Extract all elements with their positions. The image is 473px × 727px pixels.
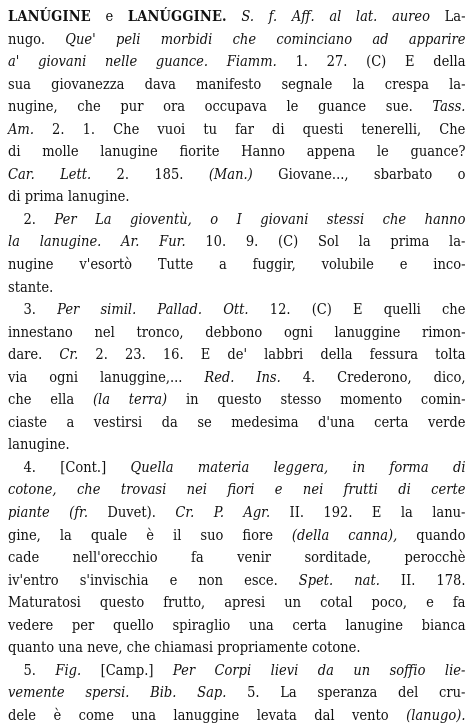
word: Fur. — [159, 232, 186, 251]
word: lanuggine — [173, 705, 240, 724]
word: sorditade, — [304, 548, 372, 567]
word: esce. — [244, 570, 278, 589]
word: che — [441, 300, 466, 319]
word: la — [352, 74, 365, 93]
word: 178. — [436, 570, 466, 589]
text-line — [8, 163, 466, 186]
word: tenerelli, — [361, 119, 422, 138]
word: volubile — [321, 255, 374, 274]
word: le — [286, 97, 299, 116]
word: lanugine — [345, 615, 403, 634]
word: E — [353, 300, 363, 319]
word: suo — [200, 525, 224, 544]
text-line — [8, 298, 466, 321]
word: I — [236, 209, 242, 228]
word: Ar. — [121, 232, 140, 251]
word: spiraglio — [172, 615, 231, 634]
word: cade — [8, 548, 40, 567]
word: molle — [42, 142, 79, 161]
word: cotal — [320, 593, 353, 612]
word: nei — [302, 480, 324, 499]
word: di — [8, 142, 21, 161]
word: La — [280, 683, 297, 702]
word: della — [320, 345, 353, 364]
word: non — [198, 570, 224, 589]
word: leggera, — [273, 457, 329, 476]
word: è — [53, 705, 62, 724]
word: Red. — [204, 367, 235, 386]
text-line — [8, 276, 466, 299]
word: terra) — [128, 390, 168, 409]
word: la — [59, 525, 72, 544]
word: 4. — [302, 367, 316, 386]
word: Tutte — [157, 255, 194, 274]
word: apresi — [224, 593, 266, 612]
text-line — [8, 456, 466, 479]
word: de' — [227, 345, 248, 364]
text-line — [8, 73, 466, 96]
word: Maturatosi — [8, 593, 81, 612]
word: e — [426, 593, 434, 612]
word: Am. — [8, 119, 34, 138]
word: dava — [144, 74, 176, 93]
word: per — [71, 615, 95, 634]
word: neve, — [87, 638, 123, 657]
word: 9. — [245, 232, 259, 251]
word: da — [317, 660, 334, 679]
word: una — [58, 638, 83, 657]
word: fiori — [227, 480, 255, 499]
word: cotone, — [8, 480, 57, 499]
word: Lett. — [60, 164, 92, 183]
word: trovasi — [120, 480, 167, 499]
word: vuoi — [157, 119, 186, 138]
word: quando — [416, 525, 466, 544]
text-line — [8, 321, 466, 344]
word: fuggir, — [252, 255, 296, 274]
word: guance — [318, 97, 367, 116]
word: guance. — [155, 52, 209, 71]
text-line — [8, 230, 466, 253]
word: frutti — [343, 480, 378, 499]
word: lanugine. — [8, 435, 70, 454]
word: dico, — [433, 367, 466, 386]
word: 27. — [326, 52, 348, 71]
word: in — [185, 390, 199, 409]
word: Giovane..., — [278, 164, 349, 183]
word: venir — [237, 548, 272, 567]
word: f. — [268, 7, 278, 25]
word: di — [272, 119, 285, 138]
text-line — [8, 659, 466, 682]
word: è — [146, 525, 155, 544]
word: Que' — [65, 29, 96, 48]
word: hanno — [424, 209, 466, 228]
text-line — [8, 28, 466, 51]
word: nelle — [104, 52, 138, 71]
text-line — [8, 140, 466, 163]
text-line — [8, 5, 466, 28]
word: E — [200, 345, 211, 364]
word: del — [398, 683, 419, 702]
word: a' — [8, 52, 20, 71]
word: bianca — [421, 615, 466, 634]
word: e — [169, 570, 178, 589]
word: o — [210, 209, 219, 228]
word: 3. — [23, 300, 36, 319]
text-line — [8, 411, 466, 434]
word: Crederono, — [337, 367, 412, 386]
word: Hanno — [241, 142, 286, 161]
word: ora — [163, 97, 185, 116]
word: s'invischia — [79, 570, 149, 589]
word: lanugine. — [39, 232, 102, 251]
word: pur — [120, 97, 144, 116]
word: chiamasi — [154, 638, 214, 657]
word: 2. — [23, 209, 36, 228]
word: sue. — [385, 97, 413, 116]
word: e — [399, 255, 408, 274]
headword: LANÚGINE — [8, 7, 91, 25]
word: quanto — [8, 638, 55, 657]
word: (C) — [311, 300, 332, 319]
word: da — [161, 412, 178, 431]
word: inco- — [433, 255, 466, 274]
word: momento — [340, 390, 403, 409]
word: morbidi — [160, 29, 213, 48]
word: certa — [292, 615, 327, 634]
word: d'una — [318, 412, 355, 431]
word: stessi — [326, 209, 365, 228]
text-line — [8, 253, 466, 276]
word: gine, — [8, 525, 41, 544]
text-line — [8, 614, 466, 637]
word: fa — [452, 593, 466, 612]
word: 4. — [23, 457, 36, 476]
text-line — [8, 501, 466, 524]
word: una — [131, 705, 156, 724]
word: comin- — [420, 390, 466, 409]
word: lievi — [270, 660, 299, 679]
word: questo — [99, 593, 145, 612]
text-line — [8, 366, 466, 389]
word: quelli — [383, 300, 421, 319]
word: Agr. — [243, 503, 271, 522]
word: verde — [427, 412, 466, 431]
word: speranza — [317, 683, 378, 702]
word: la — [400, 503, 413, 522]
word: cominciano — [276, 29, 353, 48]
word: frutto, — [163, 593, 206, 612]
word: segnale — [281, 74, 333, 93]
word: dare. — [8, 345, 43, 364]
word: crespa — [384, 74, 429, 93]
word: 2. — [116, 164, 130, 183]
word: al — [329, 7, 342, 25]
text-line — [8, 524, 466, 547]
word: 5. — [23, 660, 36, 679]
word: innestano — [8, 322, 73, 341]
word: (lanugo). — [406, 705, 466, 724]
text-line — [8, 95, 466, 118]
word: se — [197, 412, 212, 431]
text-line — [8, 546, 466, 569]
word: (Man.) — [208, 164, 253, 183]
word: far — [235, 119, 254, 138]
word: II. — [400, 570, 416, 589]
word: cru- — [439, 683, 466, 702]
word: lanu- — [432, 503, 466, 522]
word: 1. — [82, 119, 96, 138]
word: che — [77, 97, 101, 116]
word: canna), — [348, 525, 398, 544]
word: levata — [256, 705, 297, 724]
word: lanugine — [100, 142, 158, 161]
word: medesima — [231, 412, 299, 431]
text-line — [8, 636, 466, 659]
word: tronco, — [136, 322, 184, 341]
word: o — [457, 164, 466, 183]
text-line — [8, 388, 466, 411]
text-line — [8, 681, 466, 704]
word: lanuggine — [334, 322, 401, 341]
word: E — [371, 503, 382, 522]
text-line — [8, 185, 466, 208]
word: (C) — [278, 232, 299, 251]
word: vestirsi — [93, 412, 143, 431]
word: (fr. — [69, 503, 89, 522]
word: nel — [94, 322, 115, 341]
word: labbri — [264, 345, 304, 364]
word: nell'orecchio — [72, 548, 158, 567]
word: la- — [449, 232, 466, 251]
word: lanuggine,... — [100, 367, 183, 386]
word: manifesto — [196, 74, 262, 93]
word: occupava — [204, 97, 267, 116]
word: e — [105, 7, 114, 25]
word: 16. — [162, 345, 184, 364]
word: materia — [197, 457, 250, 476]
text-line — [8, 704, 466, 727]
word: quello — [112, 615, 154, 634]
word: a — [219, 255, 227, 274]
word: S. — [241, 7, 255, 25]
word: della — [433, 52, 466, 71]
word: vemente — [8, 683, 65, 702]
word: Spet. — [298, 570, 334, 589]
word: a — [66, 412, 75, 431]
word: che — [382, 209, 407, 228]
word: fessura — [369, 345, 419, 364]
word: lat. — [355, 7, 378, 25]
word: dal — [314, 705, 335, 724]
word: cotone. — [311, 638, 361, 657]
word: di — [8, 187, 21, 206]
word: appena — [306, 142, 356, 161]
word: Che — [113, 119, 140, 138]
text-line — [8, 433, 466, 456]
word: che — [232, 29, 257, 48]
word: ad — [372, 29, 389, 48]
dictionary-entry — [8, 5, 466, 727]
word: ogni — [283, 322, 313, 341]
word: lie- — [444, 660, 466, 679]
word: 5. — [247, 683, 260, 702]
word: Aff. — [291, 7, 315, 25]
word: dele — [8, 705, 37, 724]
word: soffio — [389, 660, 426, 679]
text-line — [8, 50, 466, 73]
word: guance? — [410, 142, 466, 161]
word: Duvet). — [107, 503, 156, 522]
word: questi — [302, 119, 344, 138]
text-line — [8, 208, 466, 231]
word: La — [95, 209, 112, 228]
word: nugine, — [8, 97, 58, 116]
word: la — [8, 232, 20, 251]
word: ella — [50, 390, 75, 409]
word: [Camp.] — [100, 660, 154, 679]
word: (C) — [366, 52, 387, 71]
word: aureo — [391, 7, 430, 25]
word: giovani — [260, 209, 309, 228]
word: e — [274, 480, 283, 499]
word: v'esortò — [79, 255, 132, 274]
word: poco, — [371, 593, 408, 612]
word: Car. — [8, 164, 35, 183]
word: 2. — [52, 119, 65, 138]
word: Fig. — [55, 660, 82, 679]
word: 192. — [323, 503, 353, 522]
word: il — [173, 525, 182, 544]
word: Ott. — [223, 300, 249, 319]
word: Quella — [130, 457, 174, 476]
word: nei — [186, 480, 207, 499]
word: un — [353, 660, 371, 679]
word: Per — [54, 209, 77, 228]
headword: LANÚGGINE. — [127, 7, 227, 25]
word: apparire — [408, 29, 466, 48]
word: simil. — [100, 300, 137, 319]
word: giovani — [38, 52, 87, 71]
word: Pallad. — [157, 300, 203, 319]
word: che — [8, 390, 32, 409]
word: la — [358, 232, 371, 251]
text-line — [8, 478, 466, 501]
word: stante. — [8, 277, 54, 296]
word: vedere — [8, 615, 54, 634]
word: Per — [172, 660, 196, 679]
word: 185. — [154, 164, 184, 183]
word: che — [126, 638, 151, 657]
word: 1. — [295, 52, 308, 71]
text-line — [8, 591, 466, 614]
word: che — [76, 480, 101, 499]
word: debbono — [205, 322, 263, 341]
word: [Cont.] — [60, 457, 107, 476]
word: un — [284, 593, 302, 612]
word: sua — [8, 74, 31, 93]
word: sbarbato — [373, 164, 433, 183]
word: in — [352, 457, 366, 476]
word: ciaste — [8, 412, 47, 431]
word: ogni — [49, 367, 79, 386]
word: Che — [439, 119, 466, 138]
word: 23. — [124, 345, 146, 364]
word: certe — [431, 480, 466, 499]
word: questo — [217, 390, 262, 409]
word: come — [78, 705, 114, 724]
word: prima — [390, 232, 430, 251]
word: tolta — [435, 345, 466, 364]
word: fa — [191, 548, 204, 567]
word: (della — [291, 525, 330, 544]
word: Per — [57, 300, 80, 319]
word: propriamente — [217, 638, 308, 657]
word: una — [249, 615, 274, 634]
word: Fiamm. — [226, 52, 277, 71]
word: Tass. — [432, 97, 466, 116]
word: fiorite — [179, 142, 220, 161]
word: P. — [213, 503, 224, 522]
word: iv'entro — [8, 570, 59, 589]
word: forma — [389, 457, 429, 476]
word: di — [398, 480, 411, 499]
word: via — [8, 367, 28, 386]
word: fiore — [242, 525, 273, 544]
word: le — [376, 142, 389, 161]
word: Ins. — [256, 367, 281, 386]
word: quale — [90, 525, 128, 544]
word: 12. — [269, 300, 291, 319]
word: certa — [374, 412, 409, 431]
word: prima — [24, 187, 64, 206]
word: vento — [352, 705, 389, 724]
text-line — [8, 118, 466, 141]
word: giovanezza — [51, 74, 125, 93]
word: (la — [92, 390, 111, 409]
word: La- — [444, 7, 466, 25]
word: nat. — [354, 570, 380, 589]
word: 10. — [205, 232, 227, 251]
word: Bib. — [150, 683, 177, 702]
word: Corpi — [214, 660, 252, 679]
word: nugine — [8, 255, 54, 274]
word: piante — [8, 503, 50, 522]
word: tu — [203, 119, 217, 138]
word: rimon- — [422, 322, 466, 341]
word: Cr. — [175, 503, 195, 522]
word: peli — [116, 29, 141, 48]
word: 2. — [95, 345, 108, 364]
word: Sol — [317, 232, 339, 251]
text-line — [8, 569, 466, 592]
word: nugo. — [8, 29, 45, 48]
word: Cr. — [59, 345, 79, 364]
word: gioventù, — [130, 209, 192, 228]
word: lanugine. — [67, 187, 130, 206]
word: Sap. — [197, 683, 227, 702]
word: E — [404, 52, 415, 71]
text-line — [8, 343, 466, 366]
word: di — [452, 457, 466, 476]
word: la- — [449, 74, 466, 93]
word: stesso — [280, 390, 322, 409]
word: II. — [289, 503, 305, 522]
word: perocchè — [404, 548, 466, 567]
word: spersi. — [85, 683, 130, 702]
